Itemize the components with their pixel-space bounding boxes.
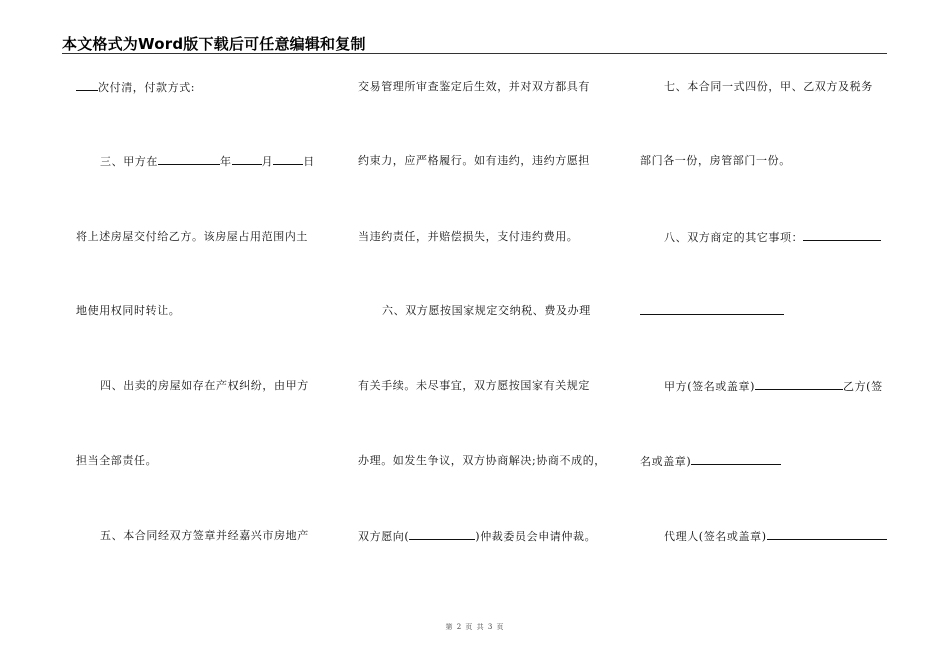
text-line: 将上述房屋交付给乙方。该房屋占用范围内土 [76,230,308,243]
text-span: 代理人(签名或盖章) [664,530,767,543]
text-span: 乙方(签 [842,380,883,393]
text-line: 交易管理所审查鉴定后生效，并对双方都具有 [358,80,590,93]
text-line [640,379,883,394]
text-span: 八、双方商定的其它事项： [664,231,804,244]
fill-in-blank [640,304,784,315]
text-line: 当违约责任，并赔偿损失，支付违约费用。 [358,230,579,243]
text-span: 次付清，付款方式: [98,81,196,94]
text-line [640,454,781,469]
fill-in-blank [691,454,781,465]
text-line: 担当全部责任。 [76,454,158,467]
text-span: )仲裁委员会申请仲裁。 [475,530,597,543]
fill-in-blank [767,529,887,540]
text-column-1 [76,0,326,672]
text-line [76,80,195,95]
text-column-2 [358,0,618,672]
text-span: 日 [303,155,315,168]
text-line: 约束力，应严格履行。如有违约，违约方愿担 [358,154,590,167]
text-line: 四、出卖的房屋如存在产权纠纷，由甲方 [100,379,309,392]
fill-in-blank [273,154,303,165]
fill-in-blank [409,529,475,540]
text-line: 有关手续。未尽事宜，双方愿按国家有关规定 [358,379,590,392]
text-line [76,154,315,169]
text-line [640,304,784,319]
text-line: 六、双方愿按国家规定交纳税、费及办理 [382,304,591,317]
text-span: 月 [261,155,274,168]
text-span: 甲方(签名或盖章) [664,380,755,393]
text-line: 五、本合同经双方签章并经嘉兴市房地产 [100,529,309,542]
text-line: 地使用权同时转让。 [76,304,181,317]
text-line: 办理。如发生争议，双方协商解决;协商不成的， [358,454,606,467]
text-line [640,529,887,544]
text-span: 三、甲方在 [100,155,158,168]
fill-in-blank [232,154,262,165]
text-column-3 [640,0,890,672]
text-span: 名或盖章) [640,455,692,468]
text-span: 双方愿向( [358,530,410,543]
text-line [640,230,881,245]
text-span: 年 [220,155,232,168]
text-line: 部门各一份，房管部门一份。 [640,154,791,167]
text-line: 七、本合同一式四份，甲、乙双方及税务 [664,80,873,93]
fill-in-blank [755,379,843,390]
page-number-footer: 第 2 页 共 3 页 [445,623,505,631]
document-header-title: 本文格式为Word版下载后可任意编辑和复制 [62,35,366,53]
fill-in-blank [158,154,220,165]
fill-in-blank [803,230,881,241]
text-line [358,529,596,544]
fill-in-blank [76,80,98,91]
